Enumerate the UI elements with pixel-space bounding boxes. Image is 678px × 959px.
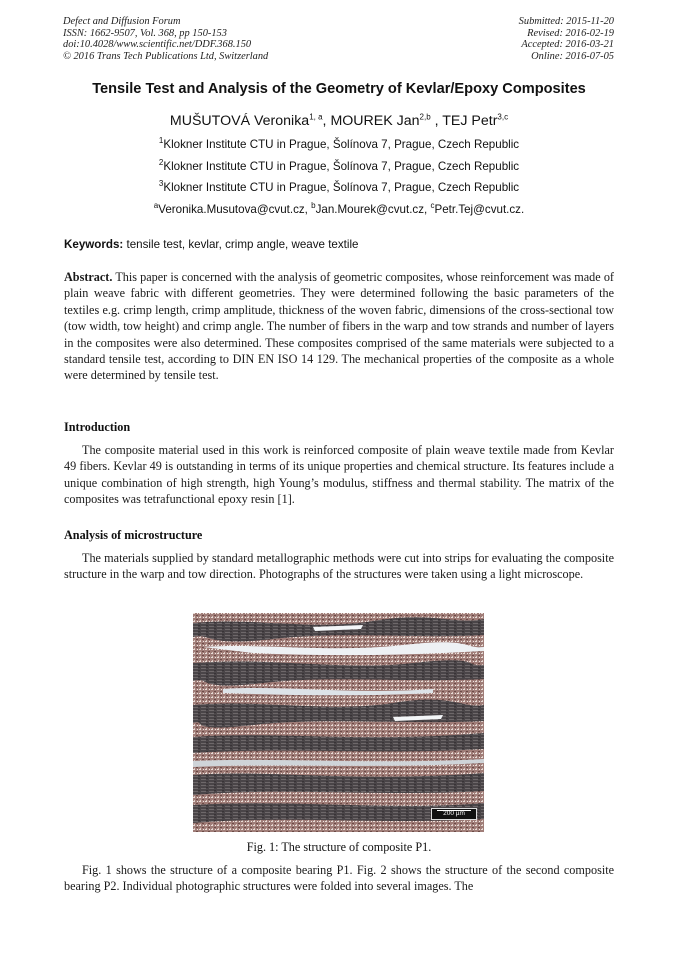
keywords-text: tensile test, kevlar, crimp angle, weave textile	[123, 238, 359, 251]
closing-text: Fig. 1 shows the structure of a composite bearing P1. Fig. 2 shows the structure of the second composite bearing P2. Individual photographic structures were folded into several images. The	[64, 863, 614, 894]
scale-bar	[431, 808, 477, 820]
author-affiliation-mark: 1, a	[309, 112, 323, 122]
introduction-text: The composite material used in this work is reinforced composite of plain weave textile made from Kevlar 49 fibers. Kevlar 49 is outstanding in terms of its unique properties and chemical structure. Its features include a unique combination of high strength, high Young’s modulus, stiffness and thermal stability. The matrix of the composites was tetrafunctional epoxy resin [1].	[64, 443, 614, 507]
author-emails: $^a$Veronika.Musutova@cvut.cz, $^b$Jan.Mourek@cvut.cz, $^c$Petr.Tej@cvut.cz.	[153, 201, 525, 216]
author-name: TEJ Petr	[442, 113, 498, 129]
section-heading-introduction: Introduction	[64, 420, 131, 434]
affiliation-3: $^3$Klokner Institute CTU in Prague, Šolínova 7, Prague, Czech Republic	[158, 179, 520, 194]
keywords-label: Keywords:	[64, 238, 124, 251]
email-link[interactable]: Jan.Mourek@cvut.cz,	[315, 203, 431, 216]
publication-dates	[519, 16, 614, 62]
journal-info	[63, 16, 268, 62]
author-affiliation-mark: 3,c	[497, 112, 509, 122]
email-link[interactable]: Petr.Tej@cvut.cz.	[434, 203, 525, 216]
abstract-label: Abstract.	[64, 270, 113, 284]
submitted-date: Submitted: 2015-11-20	[518, 16, 614, 27]
accepted-date: Accepted: 2016-03-21	[521, 39, 614, 51]
keywords	[64, 238, 616, 251]
paper-title: Tensile Test and Analysis of the Geometry of Kevlar/Epoxy Composites	[92, 81, 586, 97]
online-date: Online: 2016-07-05	[531, 50, 614, 62]
issn-line: ISSN: 1662-9507, Vol. 368, pp 150-153	[63, 27, 227, 39]
abstract-text: This paper is concerned with the analysis of geometric composites, whose reinforcement was made of plain weave fabric with different geometries. They were determined following the basic parameters of the textiles e.g. crimp length, crimp amplitude, thickness of the woven fabric, dimensions of the cross-sectional tow (tow width, tow height) and crimp angle. The number of fibers in the warp and tow strands and number of layers in the composites were also determined. These composites comprised of the same materials were subjected to a standard tensile test, according to DIN EN ISO 14 129. The mechanical properties of the composite as a whole were determined by tensile test.	[64, 270, 614, 383]
section-heading-microstructure: Analysis of microstructure	[64, 528, 203, 542]
journal-name: Defect and Diffusion Forum	[63, 16, 181, 27]
author-list: MUŠUTOVÁ Veronika$^{1, a}$, MOUREK Jan$^{2,b}$ , TEJ Petr$^{3,c}$	[169, 112, 509, 129]
revised-date: Revised: 2016-02-19	[527, 27, 614, 39]
micrograph-image	[193, 613, 484, 832]
abstract	[64, 269, 614, 384]
affiliation-2: $^2$Klokner Institute CTU in Prague, Šolínova 7, Prague, Czech Republic	[158, 158, 520, 173]
doi-line: doi:10.4028/www.scientific.net/DDF.368.150	[63, 39, 252, 51]
email-link[interactable]: Veronika.Musutova@cvut.cz,	[158, 203, 312, 216]
author-affiliation-mark: 2,b	[419, 112, 431, 122]
copyright-line: © 2016 Trans Tech Publications Ltd, Switzerland	[63, 50, 269, 62]
micrograph-figure	[193, 613, 484, 832]
figure-caption: Fig. 1: The structure of composite P1.	[246, 840, 432, 854]
affiliation-1: $^1$Klokner Institute CTU in Prague, Šolínova 7, Prague, Czech Republic	[158, 136, 520, 151]
author-name: MUŠUTOVÁ Veronika	[169, 113, 310, 129]
scale-bar-label: 200 µm	[443, 810, 465, 817]
microstructure-text: The materials supplied by standard metallographic methods were cut into strips for evaluating the composite structure in the warp and tow direction. Photographs of the structures were taken using a light microscope.	[64, 551, 614, 582]
author-name: MOUREK Jan	[330, 113, 420, 129]
